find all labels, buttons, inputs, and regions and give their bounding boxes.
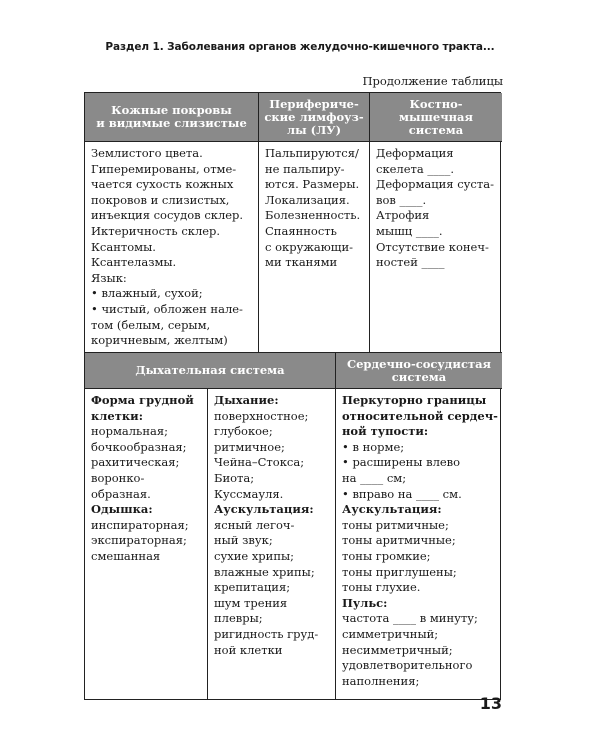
cell-line: тоны громкие;	[342, 548, 431, 563]
header-respiratory-text: Дыхательная система	[135, 363, 285, 377]
cell-line: удовлетворительного	[342, 658, 473, 673]
cell-line: Одышка:	[91, 502, 153, 517]
cell-lymph-nodes	[259, 141, 370, 352]
cell-line: Ксантелазмы.	[91, 255, 177, 270]
header-musculoskeletal	[370, 93, 502, 141]
cell-line: Дыхание:	[214, 393, 279, 407]
cell-line: коричневым, желтым)	[91, 333, 228, 348]
cell-line: ной клетки	[214, 642, 283, 657]
table-top-section	[84, 92, 501, 352]
cell-line: частота ____ в минуту;	[342, 611, 478, 626]
cell-line: Землистого цвета.	[91, 146, 203, 160]
header-cardiovascular-text: Сердечно-сосудистая система	[346, 356, 492, 384]
cell-line: • расширены влево	[342, 455, 461, 470]
cell-respiratory-chest	[85, 388, 208, 699]
cell-line: шум трения	[214, 595, 288, 610]
cell-line: ной тупости:	[342, 424, 429, 439]
cell-line: том (белым, серым,	[91, 317, 211, 332]
cell-line: Болезненность.	[265, 208, 361, 223]
cell-line: Гиперемированы, отме-	[91, 161, 237, 176]
running-title: Раздел 1. Заболевания органов желудочно-кишечного тракта...	[105, 41, 495, 53]
cell-line: Отсутствие конеч-	[376, 239, 489, 254]
cell-line: Пульс:	[342, 595, 388, 610]
header-lymph-nodes	[259, 93, 370, 141]
cell-line: клетки:	[91, 408, 143, 423]
cell-line: скелета ____.	[376, 161, 455, 176]
cell-line: Локализация.	[265, 192, 350, 207]
cell-line: Ксантомы.	[91, 239, 156, 254]
cell-line: смешанная	[91, 548, 161, 563]
cell-line: поверхностное;	[214, 408, 309, 423]
cell-line: экспираторная;	[91, 533, 187, 548]
exam-table	[84, 92, 501, 700]
header-skin	[85, 93, 259, 141]
cell-skin	[85, 141, 259, 352]
header-lymph-nodes-text: Перифериче- ские лимфоуз- лы (ЛУ)	[264, 96, 364, 137]
cell-line: Деформация	[376, 146, 454, 160]
table-bottom-section	[84, 352, 501, 700]
header-respiratory	[85, 352, 336, 388]
page-number: 13	[479, 694, 502, 713]
cell-musculoskeletal	[370, 141, 502, 352]
cell-line: ригидность груд-	[214, 626, 319, 641]
cell-line: плевры;	[214, 611, 263, 626]
cell-line: ностей ____	[376, 255, 445, 270]
header-cardiovascular	[336, 352, 502, 388]
cell-line: • вправо на ____ см.	[342, 486, 462, 501]
cell-line: ясный легоч-	[214, 517, 295, 532]
cell-line: Аускультация:	[342, 502, 442, 517]
header-skin-text: Кожные покровы и видимые слизистые	[96, 103, 247, 130]
cell-line: ритмичное;	[214, 439, 285, 454]
cell-line: несимметричный;	[342, 642, 453, 657]
cell-line: относительной сердеч-	[342, 408, 498, 423]
cell-line: Иктеричность склер.	[91, 223, 221, 238]
cell-line: Чейна–Стокса;	[214, 455, 305, 470]
cell-line: вов ____.	[376, 192, 427, 207]
cell-line: Куссмауля.	[214, 486, 284, 501]
cell-line: Перкуторно границы	[342, 393, 487, 407]
cell-line: воронко-	[91, 470, 145, 485]
cell-line: • в норме;	[342, 439, 405, 454]
cell-line: нормальная;	[91, 424, 168, 439]
cell-line: симметричный;	[342, 626, 439, 641]
cell-line: бочкообразная;	[91, 439, 187, 454]
cell-line: Спаянность	[265, 223, 337, 238]
cell-line: не пальпиру-	[265, 161, 345, 176]
cell-line: образная.	[91, 486, 151, 501]
cell-line: мышц ____.	[376, 223, 443, 238]
cell-line: на ____ см;	[342, 470, 407, 485]
cell-line: Язык:	[91, 270, 127, 285]
cell-line: наполнения;	[342, 673, 420, 688]
cell-line: рахитическая;	[91, 455, 180, 470]
cell-line: Биота;	[214, 470, 255, 485]
cell-line: тоны аритмичные;	[342, 533, 456, 548]
cell-line: ный звук;	[214, 533, 273, 548]
cell-line: чается сухость кожных	[91, 177, 234, 192]
cell-line: с окружающи-	[265, 239, 354, 254]
cell-line: тоны глухие.	[342, 580, 421, 595]
cell-line: тоны приглушены;	[342, 564, 457, 579]
cell-cardiovascular	[336, 388, 502, 699]
cell-line: ми тканями	[265, 255, 338, 270]
cell-line: покровов и слизистых,	[91, 192, 230, 207]
cell-line: • чистый, обложен нале-	[91, 301, 243, 316]
cell-line: ются. Размеры.	[265, 177, 360, 192]
header-musculoskeletal-text: Костно-мышечная система	[399, 96, 473, 137]
cell-respiratory-breathing	[208, 388, 336, 699]
cell-line: тоны ритмичные;	[342, 517, 449, 532]
cell-line: • влажный, сухой;	[91, 286, 203, 301]
cell-line: Пальпируются/	[265, 146, 359, 160]
cell-line: инспираторная;	[91, 517, 189, 532]
cell-line: инъекция сосудов склер.	[91, 208, 244, 223]
cell-line: Атрофия	[376, 208, 430, 223]
cell-line: Форма грудной	[91, 393, 194, 407]
cell-line: сухие хрипы;	[214, 548, 295, 563]
cell-line: Деформация суста-	[376, 177, 494, 192]
cell-line: влажные хрипы;	[214, 564, 315, 579]
continuation-note: Продолжение таблицы	[362, 74, 503, 88]
cell-line: глубокое;	[214, 424, 273, 439]
cell-line: Аускультация:	[214, 502, 314, 517]
cell-line: крепитация;	[214, 580, 291, 595]
